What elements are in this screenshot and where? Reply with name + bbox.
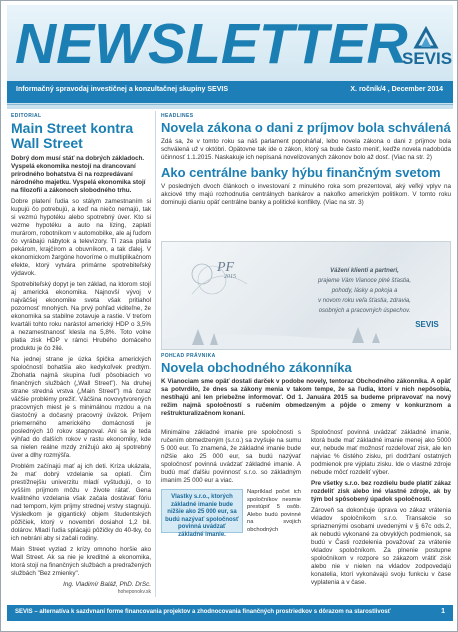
headline-commercial-code: Novela obchodného zákonníka [161, 360, 352, 375]
editorial-paragraph: Spotrebiteľský dopyt je ten základ, na ktorom stojí aj americká ekonomika. Najnovší vývoj v najväčšej ekonomike sveta však pritiahol pozornosť mnohých. Na prvý pohľad viditeľne, že ekonomika sa stabilne zotavuje a rastie. V treťom kvartáli tohto roku narástol americký HDP o 3,5% a nezamestnanosť klesla na 5,8%. Toto volne platia zisk HDP v rámci Hrubého domáceho produktu je čo žilé. [11, 281, 151, 352]
legal-paragraph: Minimálne základné imanie pre spoločnosti s ručením obmedzeným (s.r.o.) sa zvyšuje na sumu 5 000 eur. To znamená, že základné imanie bude nižšie ako 25 000 eur, sa budú nazývať spoločnosť povinná uvádzať základné imanie. A budú mať ďalšiu povinnosť s.r.o. so základným imaním 25 000 eur a viac. [161, 429, 301, 484]
editorial-source: hoheponokv.sk [117, 589, 151, 595]
headline-central-banks: Ako centrálne banky hýbu finančným svetom [161, 165, 441, 180]
central-banks-paragraph: V posledných dvoch článkoch o investovaní z minulého roka som prezentoval, aký veľký vplyv na akciové trhy majú rozhodnutia centrálnych bankárov a nakoľko americkým politikom. V tomto roku dominujú dianiu opäť centrálne banky a politické konflikty. (Viac na str. 3) [161, 183, 451, 206]
card-message-line: Vážení klienti a partneri, [330, 268, 399, 274]
editorial-signature: Ing. Vladimír Baláž, PhD. DrSc. [63, 581, 151, 588]
newsletter-title: NEWSLETTER [15, 12, 408, 76]
card-message-line: osobných a pracovných úspechov. [318, 308, 411, 314]
section-label-headlines: HEADLINES [161, 113, 194, 119]
section-label-legal: POHĽAD PRÁVNIKA [161, 353, 216, 359]
editorial-column [11, 113, 151, 595]
legal-right-column [311, 429, 451, 587]
editorial-title: Main Street kontra Wall Street [11, 120, 134, 151]
headlines-column [161, 113, 451, 207]
column-divider [155, 111, 156, 597]
legal-paragraph: Pre všetky s.r.o. bez rozdielu bude platiť zákaz rozdeliť zisk alebo iné vlastné zdroje, ak by tým bol spôsobený úpadok spoločnosti. [311, 480, 451, 503]
sevis-logo-mark-icon [412, 25, 440, 49]
editorial-paragraph: Main Street vyzlad z krízy omnoho horšie ako Wall Street. Ak sa nie je kreditné a ekonomika, ktorá stojí na finančných službách a predražených službách "Bez zmienky". [11, 546, 151, 577]
header-bar [7, 81, 453, 103]
highlight-callout: Vlastky s.r.o., ktorých základné imanie bude nižšie ako 25 000 eur, sa budú nazývať spoločnosť povinná uvádzať základné imanie. [161, 489, 243, 533]
tagline: Informačný spravodaj investičnej a konzultačnej skupiny SEVIS [16, 86, 229, 93]
card-message [282, 266, 447, 316]
editorial-paragraph: Na jednej strane je úzka špička amerických spoločností bohatšia ako kedykoľvek predtým. Zbohatla najmä skupina ľudí pôsobiacich vo finančných službách („Wall Street"). Na druhej strane stredná vrstva („Main Street") má čoraz väčšie problémy prežiť. Väčšina novovytvorených pracovných miest je s minimálnou mzdou a na čiastočný a dočasný pracovný úväzok. Príjem priemerného amerického domácnosti je posledných 10 rokov stagnoval. Ani sa je teda výhľad do ďalších rokov v rastu ekonomiky, kde sa nielen reálne mzdy znižujú ako aj spotrebný úver a dlhy rozmýšľa. [11, 356, 151, 459]
tax-law-paragraph: Zdá sa, že v tomto roku sa náš parlament popoháňal, lebo novela zákona o dani z príjmov bola schválená už v októbri. Opätovne tak ide o zákon, ktorý sa bude často meniť, keďže novela nadobúda účinnosť 1.1.2015. Naskakuje ich nepísaná novelizovaných zákonov bolo až dosť. (Viac na str. 2) [161, 138, 451, 161]
section-label-editorial: EDITORIAL [11, 113, 42, 119]
editorial-lead: Dobrý dom musí stáť na dobrých základoch. Vyspelá ekonomika nestojí na drancovaní prírodného bohatstva či na rozpredávaní národného majetku. Vyspelá ekonomika stojí na filozofii a zákonoch slobodného trhu. [11, 155, 146, 194]
header-divider [7, 104, 453, 105]
card-logo: SEVIS [415, 320, 439, 329]
editorial-paragraph: Problém začínajú mať aj ich deti. Kríza ukázala, že mať dobrý vzdelanie sa oplatí. Čím prestížnejšiu univerzitu mladí vyštudujú, o to vyšším príjmom môžu v živote rátať. Gena kvalitného vzdelania však začala dostávať fóriu nad tempom, kým príjmy strednej vrstvy stagnujú. Výsledkom je gigantický objem študentských pôžičiek, ktorý v novembri dosiahol 1,2 bil. dolárov. Mladí ľudia splácajú pôžičky do 40-tky, čo ich nebráni aby si začali rodiny. [11, 463, 151, 542]
card-message-line: v novom roku veľa šťastia, zdravia, [318, 298, 411, 304]
issue-info: X. ročník/4 , December 2014 [350, 86, 443, 93]
headline-tax-law: Novela zákona o dani z príjmov bola schválená [161, 120, 451, 135]
winter-trees-icon [162, 321, 451, 349]
page-number: 1 [441, 608, 445, 615]
greeting-card [161, 241, 451, 350]
card-pf: PF [217, 260, 235, 275]
sevis-logo-text: SEVIS [402, 49, 453, 68]
footer-bar [7, 605, 453, 621]
footer-text: SEVIS – alternatíva k sazdvnaní forme financovania projektov a zhodnocovania finančných prostriedkov s dôrazom na starostlivosť [15, 609, 391, 615]
legal-paragraph: Zároveň sa dokončuje úprava vo zákaz vrátenia vkladov spoločníkom s.r.o. Transakcie so spriaznenými osobami uvedenými v § 67c ods.2, ak nebudú vykonané za obvyklých podmienok, sa budú v Časti rozdelenia považovať za vrátenie vkladov spoločníkom. Za plnenie postupne spoločníkom v rozpore so zákazom vrátiť zisk alebo nie v nielen na vkladov zodpovedajú konatelia, ktorí vykonávajú svoju funkciu v čase vyplatenia a v čase. [311, 507, 451, 586]
card-year: 2015 [224, 274, 236, 280]
card-message-line: pohody, lásky a pokoja a [331, 288, 398, 294]
legal-column [161, 353, 451, 418]
legal-paragraph: Napríklad počet ich spoločníkov nesmie prestúpiť 5 osôb. Alebo budú povinné na svojich obchodných [247, 489, 301, 533]
commercial-code-intro: K Vianociam sme opäť dostali darček v podobe novely, tentoraz Obchodného zákonníka. A opäť sa potvrdilo, že dnes sa zákony menia v takom tempe, že sa ľudia, ktorí v nich nepôsobia, nestíhajú ani len priebežne informovať. Od 1. Januára 2015 sa budeme pripravovať na nový režim najmä spoločností s ručením obmedzeným a pôjde o zmeny v konkurznom a reštrukturalizačnom konaní. [161, 378, 451, 417]
editorial-paragraph: Dobre platení ľudia so stálym zamestnaním si kupujú čo potrebujú, a keď na niečo nemajú, tak si vezmú hypotéku alebo spotrebný úver. Kto si vezme hypotéku a auto na lízing, zaplatí murárom, robotníkom v automobilke, ale aj ľuďom čo vyrábajú nábytok a televízory. Tí zasa platia pekárom, krajčírom a obuvníkom, a tak ďalej. V ekonomickom žargóne hovoríme o multiplikačnom efekte, ktorý vytvára primárne spotrebiteľský výdavok. [11, 198, 151, 277]
sevis-logo [402, 25, 453, 80]
legal-paragraph: Spoločnosť povinná uvádzať základné imanie, ktorá bude mať základné imanie menej ako 5000 eur, nebude mať možnosť rozdeľovať zisk, ale len najviac % čistého zisku, pri dodržaní ostatných podmienok pre výplatu zisku. Ide o vlastné zdroje nebude môcť rozdeliť výber. [311, 429, 451, 476]
legal-left-column [161, 429, 301, 538]
card-message-line: prajeme Vám Vianoce plné šťastia, [317, 278, 412, 284]
